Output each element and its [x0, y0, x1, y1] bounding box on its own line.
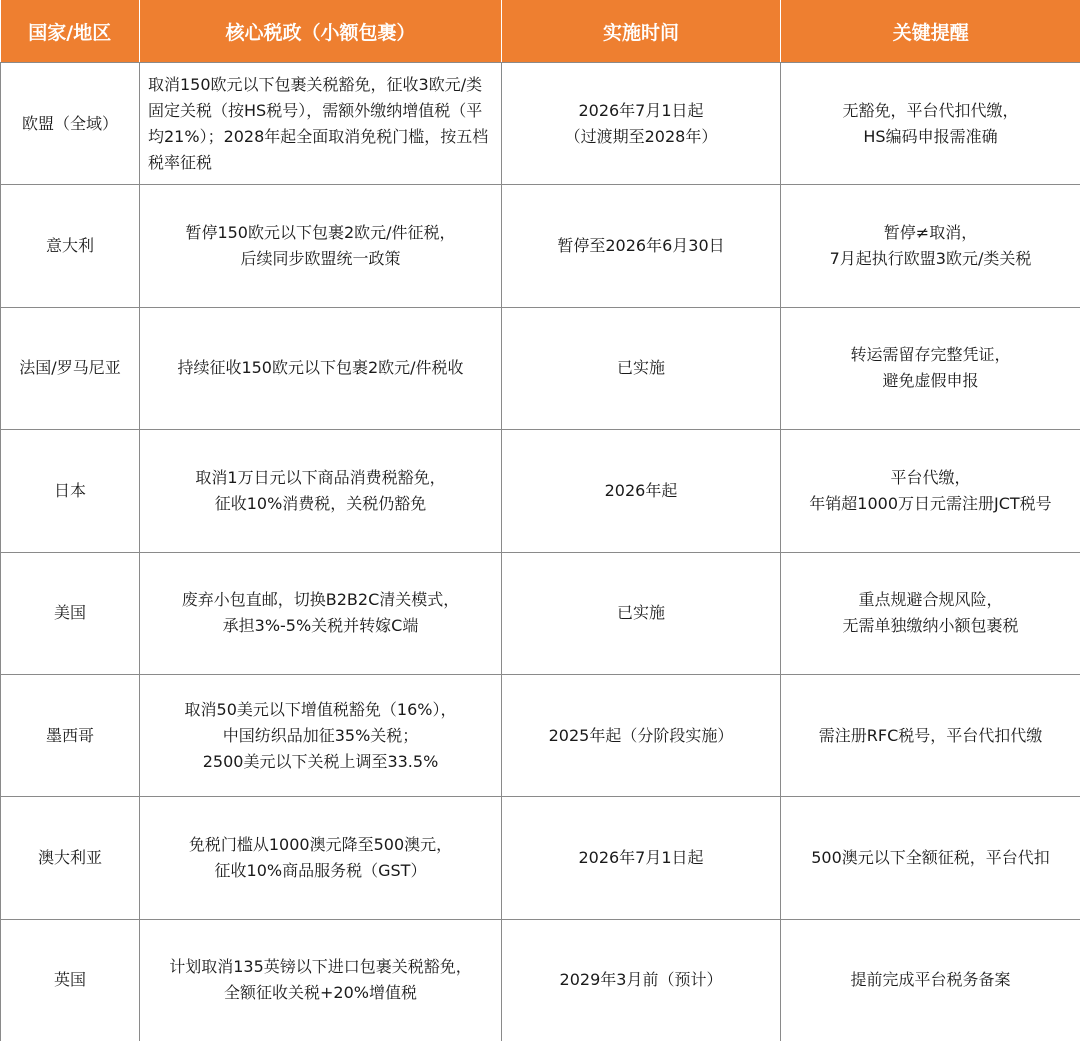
cell-policy: [140, 185, 502, 307]
policy-line: 承担3%-5%关税并转嫁C端: [222, 616, 419, 636]
policy-text: 取消150欧元以下包裹关税豁免，征收3欧元/类固定关税（按HS税号），需额外缴纳增值税（平均21%）；2028年起全面取消免税门槛，按五档税率征税: [148, 74, 489, 172]
cell-notes: [781, 185, 1080, 307]
policy-line: 2500美元以下关税上调至33.5%: [202, 751, 439, 771]
cell-notes: [781, 919, 1080, 1041]
time-line: 已实施: [616, 603, 665, 623]
table-row: [1, 797, 1080, 919]
cell-policy: [140, 919, 502, 1041]
cell-notes: [781, 430, 1080, 552]
cell-policy: [140, 63, 502, 185]
time-line: 2025年起（分阶段实施）: [548, 725, 734, 745]
table-row: [1, 63, 1080, 185]
notes-line: HS编码申报需准确: [863, 126, 998, 146]
policy-line: 中国纺织品加征35%关税；: [222, 725, 419, 745]
cell-time: [502, 63, 781, 185]
time-line: 2029年3月前（预计）: [559, 970, 723, 990]
region-text: 法国/罗马尼亚: [19, 358, 121, 378]
cell-time: [502, 797, 781, 919]
table-row: [1, 919, 1080, 1041]
cell-region: [1, 185, 140, 307]
header-time: 实施时间: [502, 0, 781, 63]
cell-time: [502, 185, 781, 307]
region-text: 欧盟（全域）: [21, 113, 118, 133]
cell-policy: [140, 797, 502, 919]
time-line: 已实施: [616, 358, 665, 378]
cell-time: [502, 430, 781, 552]
header-policy: 核心税政（小额包裹）: [140, 0, 502, 63]
region-text: 意大利: [45, 236, 94, 256]
cell-region: [1, 307, 140, 429]
cell-notes: [781, 797, 1080, 919]
policy-line: 暂停150欧元以下包裹2欧元/件征税，: [185, 223, 456, 243]
cell-policy: [140, 552, 502, 674]
time-line: （过渡期至2028年）: [564, 126, 718, 146]
region-text: 墨西哥: [45, 725, 94, 745]
cell-notes: [781, 674, 1080, 796]
cell-notes: [781, 63, 1080, 185]
cell-notes: [781, 552, 1080, 674]
time-line: 2026年7月1日起: [578, 100, 704, 120]
table-row: [1, 307, 1080, 429]
cell-notes: [781, 307, 1080, 429]
table-row: [1, 674, 1080, 796]
cell-policy: [140, 307, 502, 429]
notes-line: 需注册RFC税号，平台代扣代缴: [818, 725, 1043, 745]
cell-time: [502, 674, 781, 796]
notes-line: 无需单独缴纳小额包裹税: [842, 616, 1019, 636]
policy-line: 后续同步欧盟统一政策: [240, 249, 401, 269]
time-line: 2026年起: [604, 480, 678, 500]
notes-line: 转运需留存完整凭证，: [850, 345, 1011, 365]
policy-line: 计划取消135英镑以下进口包裹关税豁免，: [169, 957, 472, 977]
table-row: [1, 552, 1080, 674]
table-header-row: [1, 0, 1080, 63]
header-region: 国家/地区: [1, 0, 140, 63]
policy-line: 持续征收150欧元以下包裹2欧元/件税收: [177, 358, 464, 378]
region-text: 澳大利亚: [37, 847, 102, 867]
notes-line: 避免虚假申报: [882, 371, 979, 391]
cell-region: [1, 552, 140, 674]
cell-region: [1, 674, 140, 796]
notes-line: 无豁免，平台代扣代缴，: [842, 100, 1019, 120]
region-text: 英国: [53, 970, 86, 990]
notes-line: 500澳元以下全额征税，平台代扣: [811, 847, 1050, 867]
policy-line: 征收10%消费税，关税仍豁免: [214, 493, 427, 513]
cell-policy: [140, 674, 502, 796]
notes-line: 重点规避合规风险，: [858, 590, 1003, 610]
region-text: 日本: [53, 480, 86, 500]
cell-policy: [140, 430, 502, 552]
notes-line: 7月起执行欧盟3欧元/类关税: [829, 249, 1032, 269]
policy-line: 取消1万日元以下商品消费税豁免，: [195, 467, 446, 487]
cell-time: [502, 307, 781, 429]
notes-line: 提前完成平台税务备案: [850, 970, 1011, 990]
header-notes: 关键提醒: [781, 0, 1080, 63]
time-line: 2026年7月1日起: [578, 847, 704, 867]
policy-line: 废弃小包直邮，切换B2B2C清关模式，: [181, 590, 460, 610]
region-text: 美国: [53, 603, 86, 623]
policy-line: 免税门槛从1000澳元降至500澳元，: [188, 834, 453, 854]
table-row: [1, 185, 1080, 307]
cell-region: [1, 430, 140, 552]
policy-line: 全额征收关税+20%增值税: [224, 983, 417, 1003]
policy-line: 征收10%商品服务税（GST）: [214, 860, 427, 880]
cell-time: [502, 552, 781, 674]
notes-line: 平台代缴，: [890, 467, 971, 487]
policy-line: 取消50美元以下增值税豁免（16%），: [184, 699, 457, 719]
cell-region: [1, 797, 140, 919]
cell-time: [502, 919, 781, 1041]
notes-line: 年销超1000万日元需注册JCT税号: [809, 493, 1052, 513]
notes-line: 暂停≠取消，: [883, 223, 978, 243]
cell-region: [1, 63, 140, 185]
cell-region: [1, 919, 140, 1041]
time-line: 暂停至2026年6月30日: [557, 236, 725, 256]
table-row: [1, 430, 1080, 552]
